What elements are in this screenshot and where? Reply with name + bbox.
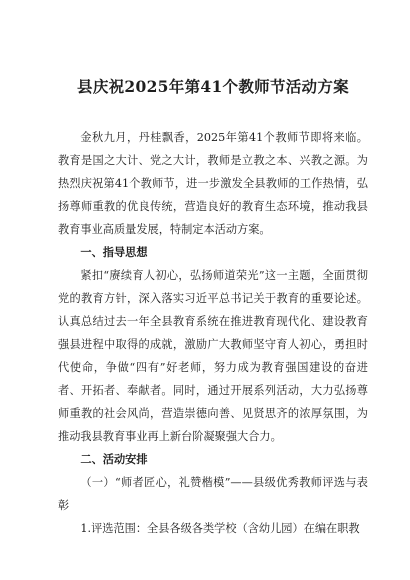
list-item-selection-scope: 1.评选范围：全县各级各类学校（含幼儿园）在编在职教 bbox=[80, 522, 360, 535]
subsection-heading-teacher-awards: （一）“师者匠心，礼赞楷模”——县级优秀教师评选与表彰 bbox=[58, 476, 368, 512]
guiding-ideology-paragraph: 紧扣“赓续育人初心，弘扬师道荣光”这一主题，全面贯彻党的教育方针，深入落实习近平总书记关于教育的重要论述。认真总结过去一年全县教育系统在推进教育现代化、建设教育强县进程中取得的成就，激励广大教师坚守育人初心，勇担时代使命，争做“四有”好老师，努力成为教育强国建设的奋进者、开拓者、奉献者。同时，通过开展系列活动，大力弘扬尊师重教的社会风尚，营造崇德向善、见贤思齐的浓厚氛围，为推动我县教育事业再上新台阶凝聚强大合力。 bbox=[58, 269, 368, 443]
document-body bbox=[58, 126, 368, 540]
section-heading-guiding-ideology: 一、指导思想 bbox=[80, 245, 148, 259]
document-title: 县庆祝2025年第41个教师节活动方案 bbox=[77, 77, 349, 96]
intro-paragraph: 金秋九月，丹桂飘香，2025年第41个教师节即将来临。教育是国之大计、党之大计，教师是立教之本、兴教之源。为热烈庆祝第41个教师节，进一步激发全县教师的工作热情，弘扬尊师重教的优良传统，营造良好的教育生态环境，推动我县教育事业高质量发展，特制定本活动方案。 bbox=[58, 131, 368, 236]
section-heading-activity-arrangement: 二、活动安排 bbox=[80, 452, 148, 466]
